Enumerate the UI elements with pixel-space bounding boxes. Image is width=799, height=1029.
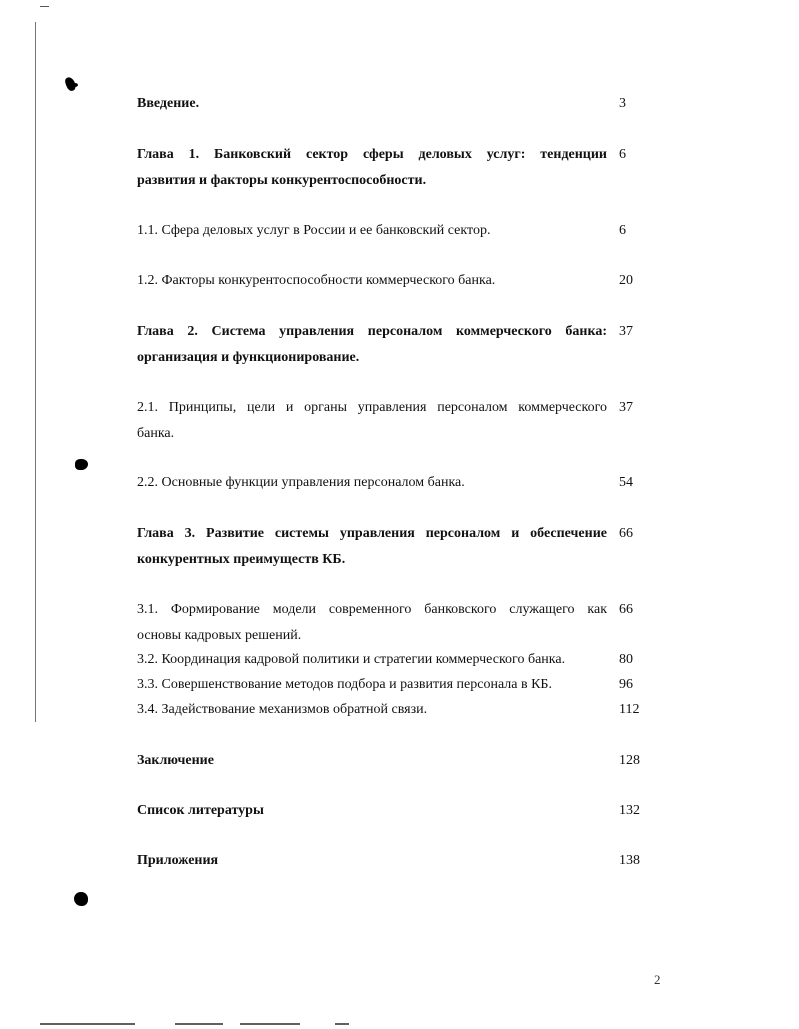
toc-entry-title: Список литературы [137, 803, 264, 818]
toc-entry-title: 3.2. Координация кадровой политики и стратегии коммерческого банка. [137, 652, 566, 667]
scan-blot-3 [74, 892, 88, 906]
toc-entry-title: 1.2. Факторы конкурентоспособности коммерческого банка. [137, 273, 496, 288]
scan-margin-line [35, 22, 36, 722]
scan-artifact-top-dash [40, 6, 49, 7]
toc-entry-page: 3 [619, 96, 626, 111]
toc-entry-title-line-2: конкурентных преимуществ КБ. [137, 552, 346, 567]
toc-entry-title-line-1: Глава 2. Система управления персоналом коммерческого банка: [137, 324, 607, 339]
scan-blot-1b [72, 83, 78, 87]
toc-entry-title: 2.2. Основные функции управления персоналом банка. [137, 475, 465, 490]
toc-entry-page: 66 [619, 526, 633, 541]
toc-entry-title-line-2: банка. [137, 426, 175, 441]
toc-entry-title: Заключение [137, 753, 214, 768]
toc-entry-title-line-1: Глава 3. Развитие системы управления персоналом и обеспечение [137, 526, 607, 541]
toc-entry-page: 6 [619, 147, 626, 162]
toc-entry-title-line-1: 2.1. Принципы, цели и органы управления персоналом коммерческого [137, 400, 607, 415]
page-number: 2 [654, 972, 661, 987]
toc-entry-page: 132 [619, 803, 640, 818]
toc-entry-title-line-1: 3.1. Формирование модели современного банковского служащего как [137, 602, 607, 617]
toc-entry-page: 20 [619, 273, 633, 288]
toc-entry-page: 112 [619, 702, 640, 717]
scan-bottom-strip-4 [335, 1023, 349, 1025]
toc-entry-title-line-2: развития и факторы конкурентоспособности. [137, 173, 427, 188]
toc-entry-title: 3.4. Задействование механизмов обратной связи. [137, 702, 428, 717]
toc-entry-page: 138 [619, 853, 640, 868]
toc-entry-page: 54 [619, 475, 633, 490]
toc-entry-title: Приложения [137, 853, 219, 868]
toc-entry-page: 80 [619, 652, 633, 667]
toc-entry-title: Введение. [137, 96, 200, 111]
toc-entry-title: 1.1. Сфера деловых услуг в России и ее банковский сектор. [137, 223, 491, 238]
toc-entry-page: 66 [619, 602, 633, 617]
scan-bottom-strip-1 [40, 1023, 135, 1025]
toc-entry-title-line-2: организация и функционирование. [137, 350, 360, 365]
toc-entry-page: 37 [619, 324, 633, 339]
toc-entry-page: 128 [619, 753, 640, 768]
scan-blot-2 [75, 459, 88, 470]
toc-entry-title-line-2: основы кадровых решений. [137, 628, 302, 643]
scan-bottom-strip-2 [175, 1023, 223, 1025]
toc-entry-page: 96 [619, 677, 633, 692]
toc-entry-page: 37 [619, 400, 633, 415]
toc-entry-page: 6 [619, 223, 626, 238]
toc-entry-title: 3.3. Совершенствование методов подбора и развития персонала в КБ. [137, 677, 552, 692]
scan-bottom-strip-3 [240, 1023, 300, 1025]
toc-entry-title-line-1: Глава 1. Банковский сектор сферы деловых услуг: тенденции [137, 147, 607, 162]
